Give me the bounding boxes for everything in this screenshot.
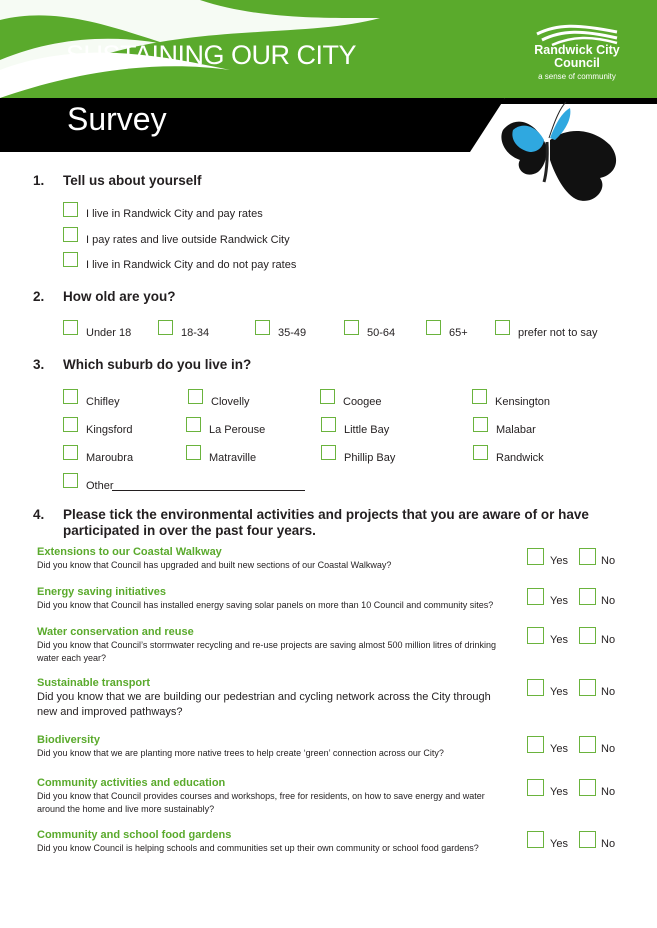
no-label: No	[601, 595, 616, 607]
q1-option-checkbox[interactable]	[63, 252, 78, 267]
suburb-checkbox[interactable]	[321, 417, 336, 432]
logo-wave-icon	[532, 22, 622, 46]
q1-option-label: I live in Randwick City and pay rates	[86, 208, 263, 220]
suburb-other-label: Other	[86, 480, 114, 492]
age-checkbox[interactable]	[344, 320, 359, 335]
activity-desc: Did you know that we are building our pedestrian and cycling network across the City through new and improved pathways?	[37, 691, 491, 718]
yes-checkbox[interactable]	[527, 736, 544, 753]
suburb-other-checkbox[interactable]	[63, 473, 78, 488]
other-text-field[interactable]	[112, 490, 305, 491]
suburb-checkbox[interactable]	[63, 389, 78, 404]
q4-text: Please tick the environmental activities and projects that you are aware of or have participated in over the past four years.	[63, 507, 589, 538]
no-checkbox[interactable]	[579, 831, 596, 848]
age-checkbox[interactable]	[158, 320, 173, 335]
q1-option-checkbox[interactable]	[63, 202, 78, 217]
activity-desc: Did you know that Council has upgraded and built new sections of our Coastal Walkway?	[37, 560, 392, 570]
activity-desc: Did you know Council is helping schools and communities set up their own community or school food gardens?	[37, 843, 479, 853]
age-checkbox[interactable]	[426, 320, 441, 335]
logo-tagline: a sense of community	[538, 72, 616, 81]
q1-option-checkbox[interactable]	[63, 227, 78, 242]
q2-number: 2.	[33, 289, 45, 304]
no-checkbox[interactable]	[579, 679, 596, 696]
activity-desc: Did you know that Council’s stormwater recycling and re-use projects are saving almost 500 million litres of drinking water each year?	[37, 640, 497, 663]
council-logo	[527, 22, 627, 81]
suburb-label: Matraville	[209, 452, 257, 464]
suburb-checkbox[interactable]	[186, 445, 201, 460]
no-label: No	[601, 838, 616, 850]
activity-title: Community and school food gardens	[37, 829, 232, 841]
age-label: Under 18	[86, 327, 132, 339]
yes-checkbox[interactable]	[527, 627, 544, 644]
suburb-checkbox[interactable]	[188, 389, 203, 404]
suburb-checkbox[interactable]	[321, 445, 336, 460]
no-checkbox[interactable]	[579, 779, 596, 796]
activity-desc: Did you know that Council has installed energy saving solar panels on more than 10 Council and community sites?	[37, 600, 494, 610]
suburb-checkbox[interactable]	[473, 445, 488, 460]
page-title: Survey	[67, 101, 167, 137]
age-label: prefer not to say	[518, 327, 598, 339]
no-checkbox[interactable]	[579, 588, 596, 605]
yes-label: Yes	[550, 555, 568, 567]
q1-option-label: I pay rates and live outside Randwick City	[86, 234, 290, 246]
suburb-checkbox[interactable]	[63, 445, 78, 460]
yes-checkbox[interactable]	[527, 831, 544, 848]
yes-checkbox[interactable]	[527, 588, 544, 605]
age-label: 18-34	[181, 327, 210, 339]
no-checkbox[interactable]	[579, 736, 596, 753]
suburb-checkbox[interactable]	[63, 417, 78, 432]
activity-title: Extensions to our Coastal Walkway	[37, 546, 222, 558]
suburb-label: Malabar	[496, 424, 536, 436]
yes-checkbox[interactable]	[527, 548, 544, 565]
suburb-label: Chifley	[86, 396, 120, 408]
yes-label: Yes	[550, 634, 568, 646]
no-label: No	[601, 555, 616, 567]
no-label: No	[601, 634, 616, 646]
activity-desc: Did you know that Council provides courses and workshops, free for residents, on how to save energy and water around the home and live more sustainably?	[37, 791, 485, 814]
butterfly-icon	[500, 100, 625, 210]
yes-label: Yes	[550, 838, 568, 850]
activity-title: Biodiversity	[37, 734, 100, 746]
yes-checkbox[interactable]	[527, 779, 544, 796]
q2-text: How old are you?	[63, 289, 176, 304]
suburb-label: Kensington	[495, 396, 551, 408]
activity-title: Sustainable transport	[37, 677, 151, 689]
no-label: No	[601, 786, 616, 798]
activity-title: Energy saving initiatives	[37, 586, 166, 598]
no-checkbox[interactable]	[579, 627, 596, 644]
suburb-label: Clovelly	[211, 396, 250, 408]
suburb-checkbox[interactable]	[473, 417, 488, 432]
activity-title: Water conservation and reuse	[37, 626, 194, 638]
no-checkbox[interactable]	[579, 548, 596, 565]
suburb-checkbox[interactable]	[320, 389, 335, 404]
suburb-label: Randwick	[496, 452, 544, 464]
yes-label: Yes	[550, 743, 568, 755]
activity-desc: Did you know that we are planting more native trees to help create ‘green’ connection across our City?	[37, 748, 444, 758]
suburb-checkbox[interactable]	[186, 417, 201, 432]
suburb-checkbox[interactable]	[472, 389, 487, 404]
header-banner	[0, 0, 657, 98]
q3-number: 3.	[33, 357, 45, 372]
q1-number: 1.	[33, 173, 45, 188]
age-label: 50-64	[367, 327, 396, 339]
suburb-label: Little Bay	[344, 424, 390, 436]
suburb-label: Coogee	[343, 396, 382, 408]
suburb-label: Kingsford	[86, 424, 133, 436]
suburb-label: La Perouse	[209, 424, 266, 436]
q1-option-label: I live in Randwick City and do not pay rates	[86, 259, 297, 271]
yes-label: Yes	[550, 595, 568, 607]
suburb-label: Maroubra	[86, 452, 134, 464]
activity-title: Community activities and education	[37, 777, 226, 789]
q4-number: 4.	[33, 507, 45, 522]
banner-text: SUSTAINING OUR CITY	[66, 40, 357, 70]
q3-text: Which suburb do you live in?	[63, 357, 252, 372]
age-checkbox[interactable]	[63, 320, 78, 335]
yes-label: Yes	[550, 786, 568, 798]
q1-text: Tell us about yourself	[63, 173, 202, 188]
no-label: No	[601, 686, 616, 698]
age-label: 65+	[449, 327, 468, 339]
yes-checkbox[interactable]	[527, 679, 544, 696]
no-label: No	[601, 743, 616, 755]
age-checkbox[interactable]	[495, 320, 510, 335]
age-checkbox[interactable]	[255, 320, 270, 335]
yes-label: Yes	[550, 686, 568, 698]
logo-name: Randwick City Council	[534, 43, 620, 70]
suburb-label: Phillip Bay	[344, 452, 396, 464]
age-label: 35-49	[278, 327, 307, 339]
